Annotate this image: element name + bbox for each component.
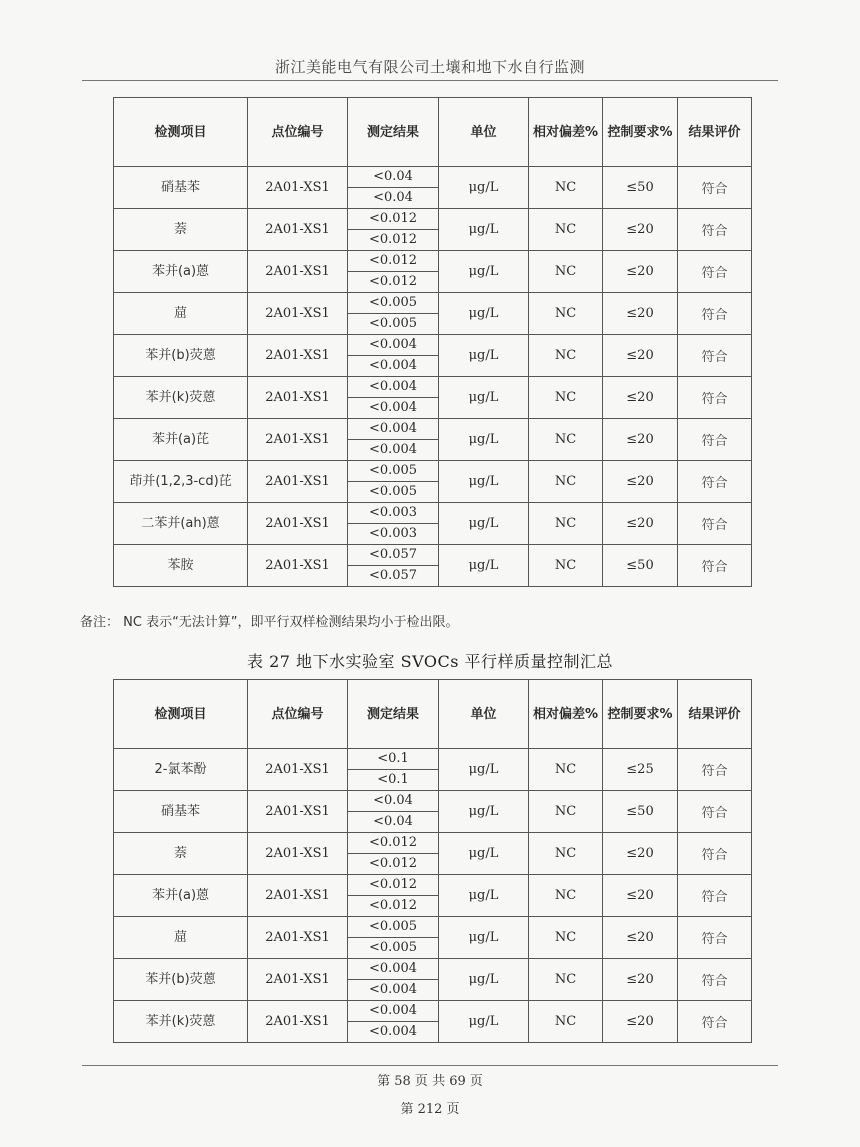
requirement-cell: ≤50	[603, 791, 678, 833]
col-header-requirement: 控制要求%	[603, 680, 678, 749]
evaluation-cell: 符合	[678, 833, 752, 875]
rpd-cell: NC	[529, 167, 603, 209]
requirement-cell: ≤20	[603, 293, 678, 335]
col-header-requirement: 控制要求%	[603, 98, 678, 167]
table-row	[114, 1001, 752, 1022]
col-header-rpd: 相对偏差%	[529, 98, 603, 167]
evaluation-cell: 符合	[678, 377, 752, 419]
result-1-cell: <0.012	[348, 875, 439, 896]
table-note: 备注： NC 表示“无法计算”，即平行双样检测结果均小于检出限。	[80, 615, 459, 630]
item-name-cell: 苯并(k)荧蒽	[114, 377, 248, 419]
table-row	[114, 209, 752, 230]
footer-divider	[82, 1065, 778, 1066]
item-name-cell: 苯并(b)荧蒽	[114, 335, 248, 377]
item-name-cell: 苯并(a)蒽	[114, 875, 248, 917]
header-divider	[82, 80, 778, 81]
point-id-cell: 2A01-XS1	[248, 545, 348, 587]
point-id-cell: 2A01-XS1	[248, 503, 348, 545]
col-header-unit: 单位	[439, 98, 529, 167]
result-1-cell: <0.057	[348, 545, 439, 566]
rpd-cell: NC	[529, 959, 603, 1001]
unit-cell: μg/L	[439, 503, 529, 545]
evaluation-cell: 符合	[678, 545, 752, 587]
evaluation-cell: 符合	[678, 251, 752, 293]
requirement-cell: ≤20	[603, 209, 678, 251]
evaluation-cell: 符合	[678, 791, 752, 833]
unit-cell: μg/L	[439, 419, 529, 461]
result-1-cell: <0.004	[348, 377, 439, 398]
evaluation-cell: 符合	[678, 209, 752, 251]
result-1-cell: <0.005	[348, 917, 439, 938]
item-name-cell: 二苯并(ah)蒽	[114, 503, 248, 545]
evaluation-cell: 符合	[678, 959, 752, 1001]
table-row	[114, 749, 752, 770]
point-id-cell: 2A01-XS1	[248, 461, 348, 503]
table-row	[114, 959, 752, 980]
result-2-cell: <0.004	[348, 398, 439, 419]
evaluation-cell: 符合	[678, 419, 752, 461]
unit-cell: μg/L	[439, 377, 529, 419]
rpd-cell: NC	[529, 875, 603, 917]
item-name-cell: 苯并(a)芘	[114, 419, 248, 461]
point-id-cell: 2A01-XS1	[248, 833, 348, 875]
evaluation-cell: 符合	[678, 875, 752, 917]
item-name-cell: 苯并(b)荧蒽	[114, 959, 248, 1001]
table-row	[114, 377, 752, 398]
rpd-cell: NC	[529, 503, 603, 545]
item-name-cell: 苯并(k)荧蒽	[114, 1001, 248, 1043]
result-1-cell: <0.012	[348, 833, 439, 854]
result-1-cell: <0.004	[348, 419, 439, 440]
result-2-cell: <0.004	[348, 980, 439, 1001]
requirement-cell: ≤20	[603, 875, 678, 917]
result-2-cell: <0.012	[348, 230, 439, 251]
requirement-cell: ≤20	[603, 833, 678, 875]
table-caption: 表 27 地下水实验室 SVOCs 平行样质量控制汇总	[246, 652, 613, 671]
unit-cell: μg/L	[439, 251, 529, 293]
result-2-cell: <0.005	[348, 314, 439, 335]
rpd-cell: NC	[529, 833, 603, 875]
result-1-cell: <0.012	[348, 209, 439, 230]
result-1-cell: <0.004	[348, 959, 439, 980]
requirement-cell: ≤25	[603, 749, 678, 791]
col-header-result: 测定结果	[348, 680, 439, 749]
unit-cell: μg/L	[439, 1001, 529, 1043]
evaluation-cell: 符合	[678, 293, 752, 335]
requirement-cell: ≤20	[603, 503, 678, 545]
requirement-cell: ≤20	[603, 377, 678, 419]
point-id-cell: 2A01-XS1	[248, 959, 348, 1001]
point-id-cell: 2A01-XS1	[248, 377, 348, 419]
page-number: 第 58 页 共 69 页	[377, 1074, 483, 1089]
rpd-cell: NC	[529, 293, 603, 335]
result-1-cell: <0.1	[348, 749, 439, 770]
svoc-qc-table	[113, 679, 752, 1043]
evaluation-cell: 符合	[678, 749, 752, 791]
rpd-cell: NC	[529, 251, 603, 293]
point-id-cell: 2A01-XS1	[248, 335, 348, 377]
requirement-cell: ≤20	[603, 1001, 678, 1043]
table-row	[114, 875, 752, 896]
evaluation-cell: 符合	[678, 917, 752, 959]
result-2-cell: <0.003	[348, 524, 439, 545]
item-name-cell: 苯并(a)蒽	[114, 251, 248, 293]
rpd-cell: NC	[529, 545, 603, 587]
requirement-cell: ≤20	[603, 959, 678, 1001]
point-id-cell: 2A01-XS1	[248, 167, 348, 209]
evaluation-cell: 符合	[678, 335, 752, 377]
unit-cell: μg/L	[439, 749, 529, 791]
unit-cell: μg/L	[439, 167, 529, 209]
item-name-cell: 硝基苯	[114, 167, 248, 209]
table-row	[114, 917, 752, 938]
rpd-cell: NC	[529, 917, 603, 959]
point-id-cell: 2A01-XS1	[248, 917, 348, 959]
point-id-cell: 2A01-XS1	[248, 293, 348, 335]
col-header-rpd: 相对偏差%	[529, 680, 603, 749]
point-id-cell: 2A01-XS1	[248, 875, 348, 917]
item-name-cell: 䓛	[114, 293, 248, 335]
evaluation-cell: 符合	[678, 1001, 752, 1043]
requirement-cell: ≤20	[603, 917, 678, 959]
result-2-cell: <0.005	[348, 938, 439, 959]
result-1-cell: <0.012	[348, 251, 439, 272]
requirement-cell: ≤50	[603, 545, 678, 587]
rpd-cell: NC	[529, 335, 603, 377]
table-row	[114, 545, 752, 566]
requirement-cell: ≤20	[603, 251, 678, 293]
col-header-item: 检测项目	[114, 680, 248, 749]
col-header-evaluation: 结果评价	[678, 680, 752, 749]
rpd-cell: NC	[529, 419, 603, 461]
table-header-row	[114, 98, 752, 167]
result-2-cell: <0.004	[348, 440, 439, 461]
col-header-point: 点位编号	[248, 680, 348, 749]
requirement-cell: ≤20	[603, 419, 678, 461]
point-id-cell: 2A01-XS1	[248, 209, 348, 251]
point-id-cell: 2A01-XS1	[248, 251, 348, 293]
unit-cell: μg/L	[439, 959, 529, 1001]
item-name-cell: 茚并(1,2,3-cd)芘	[114, 461, 248, 503]
item-name-cell: 硝基苯	[114, 791, 248, 833]
unit-cell: μg/L	[439, 875, 529, 917]
result-2-cell: <0.004	[348, 1022, 439, 1043]
table-row	[114, 335, 752, 356]
point-id-cell: 2A01-XS1	[248, 791, 348, 833]
result-1-cell: <0.04	[348, 791, 439, 812]
evaluation-cell: 符合	[678, 461, 752, 503]
requirement-cell: ≤20	[603, 461, 678, 503]
point-id-cell: 2A01-XS1	[248, 419, 348, 461]
svoc-qc-table-continued	[113, 97, 752, 587]
result-1-cell: <0.004	[348, 335, 439, 356]
requirement-cell: ≤50	[603, 167, 678, 209]
table-row	[114, 833, 752, 854]
result-2-cell: <0.04	[348, 812, 439, 833]
unit-cell: μg/L	[439, 833, 529, 875]
result-1-cell: <0.004	[348, 1001, 439, 1022]
table-header-row	[114, 680, 752, 749]
col-header-point: 点位编号	[248, 98, 348, 167]
page-header-title: 浙江美能电气有限公司土壤和地下水自行监测	[274, 58, 585, 76]
result-2-cell: <0.04	[348, 188, 439, 209]
rpd-cell: NC	[529, 209, 603, 251]
item-name-cell: 萘	[114, 833, 248, 875]
item-name-cell: 2-氯苯酚	[114, 749, 248, 791]
overall-page-number: 第 212 页	[400, 1102, 460, 1117]
requirement-cell: ≤20	[603, 335, 678, 377]
result-2-cell: <0.012	[348, 896, 439, 917]
table-row	[114, 251, 752, 272]
rpd-cell: NC	[529, 377, 603, 419]
rpd-cell: NC	[529, 791, 603, 833]
result-2-cell: <0.012	[348, 272, 439, 293]
item-name-cell: 䓛	[114, 917, 248, 959]
item-name-cell: 萘	[114, 209, 248, 251]
unit-cell: μg/L	[439, 335, 529, 377]
table-row	[114, 419, 752, 440]
unit-cell: μg/L	[439, 293, 529, 335]
result-2-cell: <0.004	[348, 356, 439, 377]
result-2-cell: <0.005	[348, 482, 439, 503]
col-header-evaluation: 结果评价	[678, 98, 752, 167]
result-1-cell: <0.005	[348, 293, 439, 314]
result-2-cell: <0.012	[348, 854, 439, 875]
unit-cell: μg/L	[439, 209, 529, 251]
col-header-item: 检测项目	[114, 98, 248, 167]
col-header-unit: 单位	[439, 680, 529, 749]
col-header-result: 测定结果	[348, 98, 439, 167]
result-2-cell: <0.057	[348, 566, 439, 587]
evaluation-cell: 符合	[678, 503, 752, 545]
unit-cell: μg/L	[439, 461, 529, 503]
result-1-cell: <0.005	[348, 461, 439, 482]
result-1-cell: <0.04	[348, 167, 439, 188]
table-row	[114, 503, 752, 524]
item-name-cell: 苯胺	[114, 545, 248, 587]
unit-cell: μg/L	[439, 545, 529, 587]
table-row	[114, 167, 752, 188]
unit-cell: μg/L	[439, 917, 529, 959]
unit-cell: μg/L	[439, 791, 529, 833]
result-2-cell: <0.1	[348, 770, 439, 791]
table-row	[114, 461, 752, 482]
rpd-cell: NC	[529, 1001, 603, 1043]
rpd-cell: NC	[529, 749, 603, 791]
table-row	[114, 791, 752, 812]
point-id-cell: 2A01-XS1	[248, 1001, 348, 1043]
table-row	[114, 293, 752, 314]
result-1-cell: <0.003	[348, 503, 439, 524]
rpd-cell: NC	[529, 461, 603, 503]
point-id-cell: 2A01-XS1	[248, 749, 348, 791]
evaluation-cell: 符合	[678, 167, 752, 209]
